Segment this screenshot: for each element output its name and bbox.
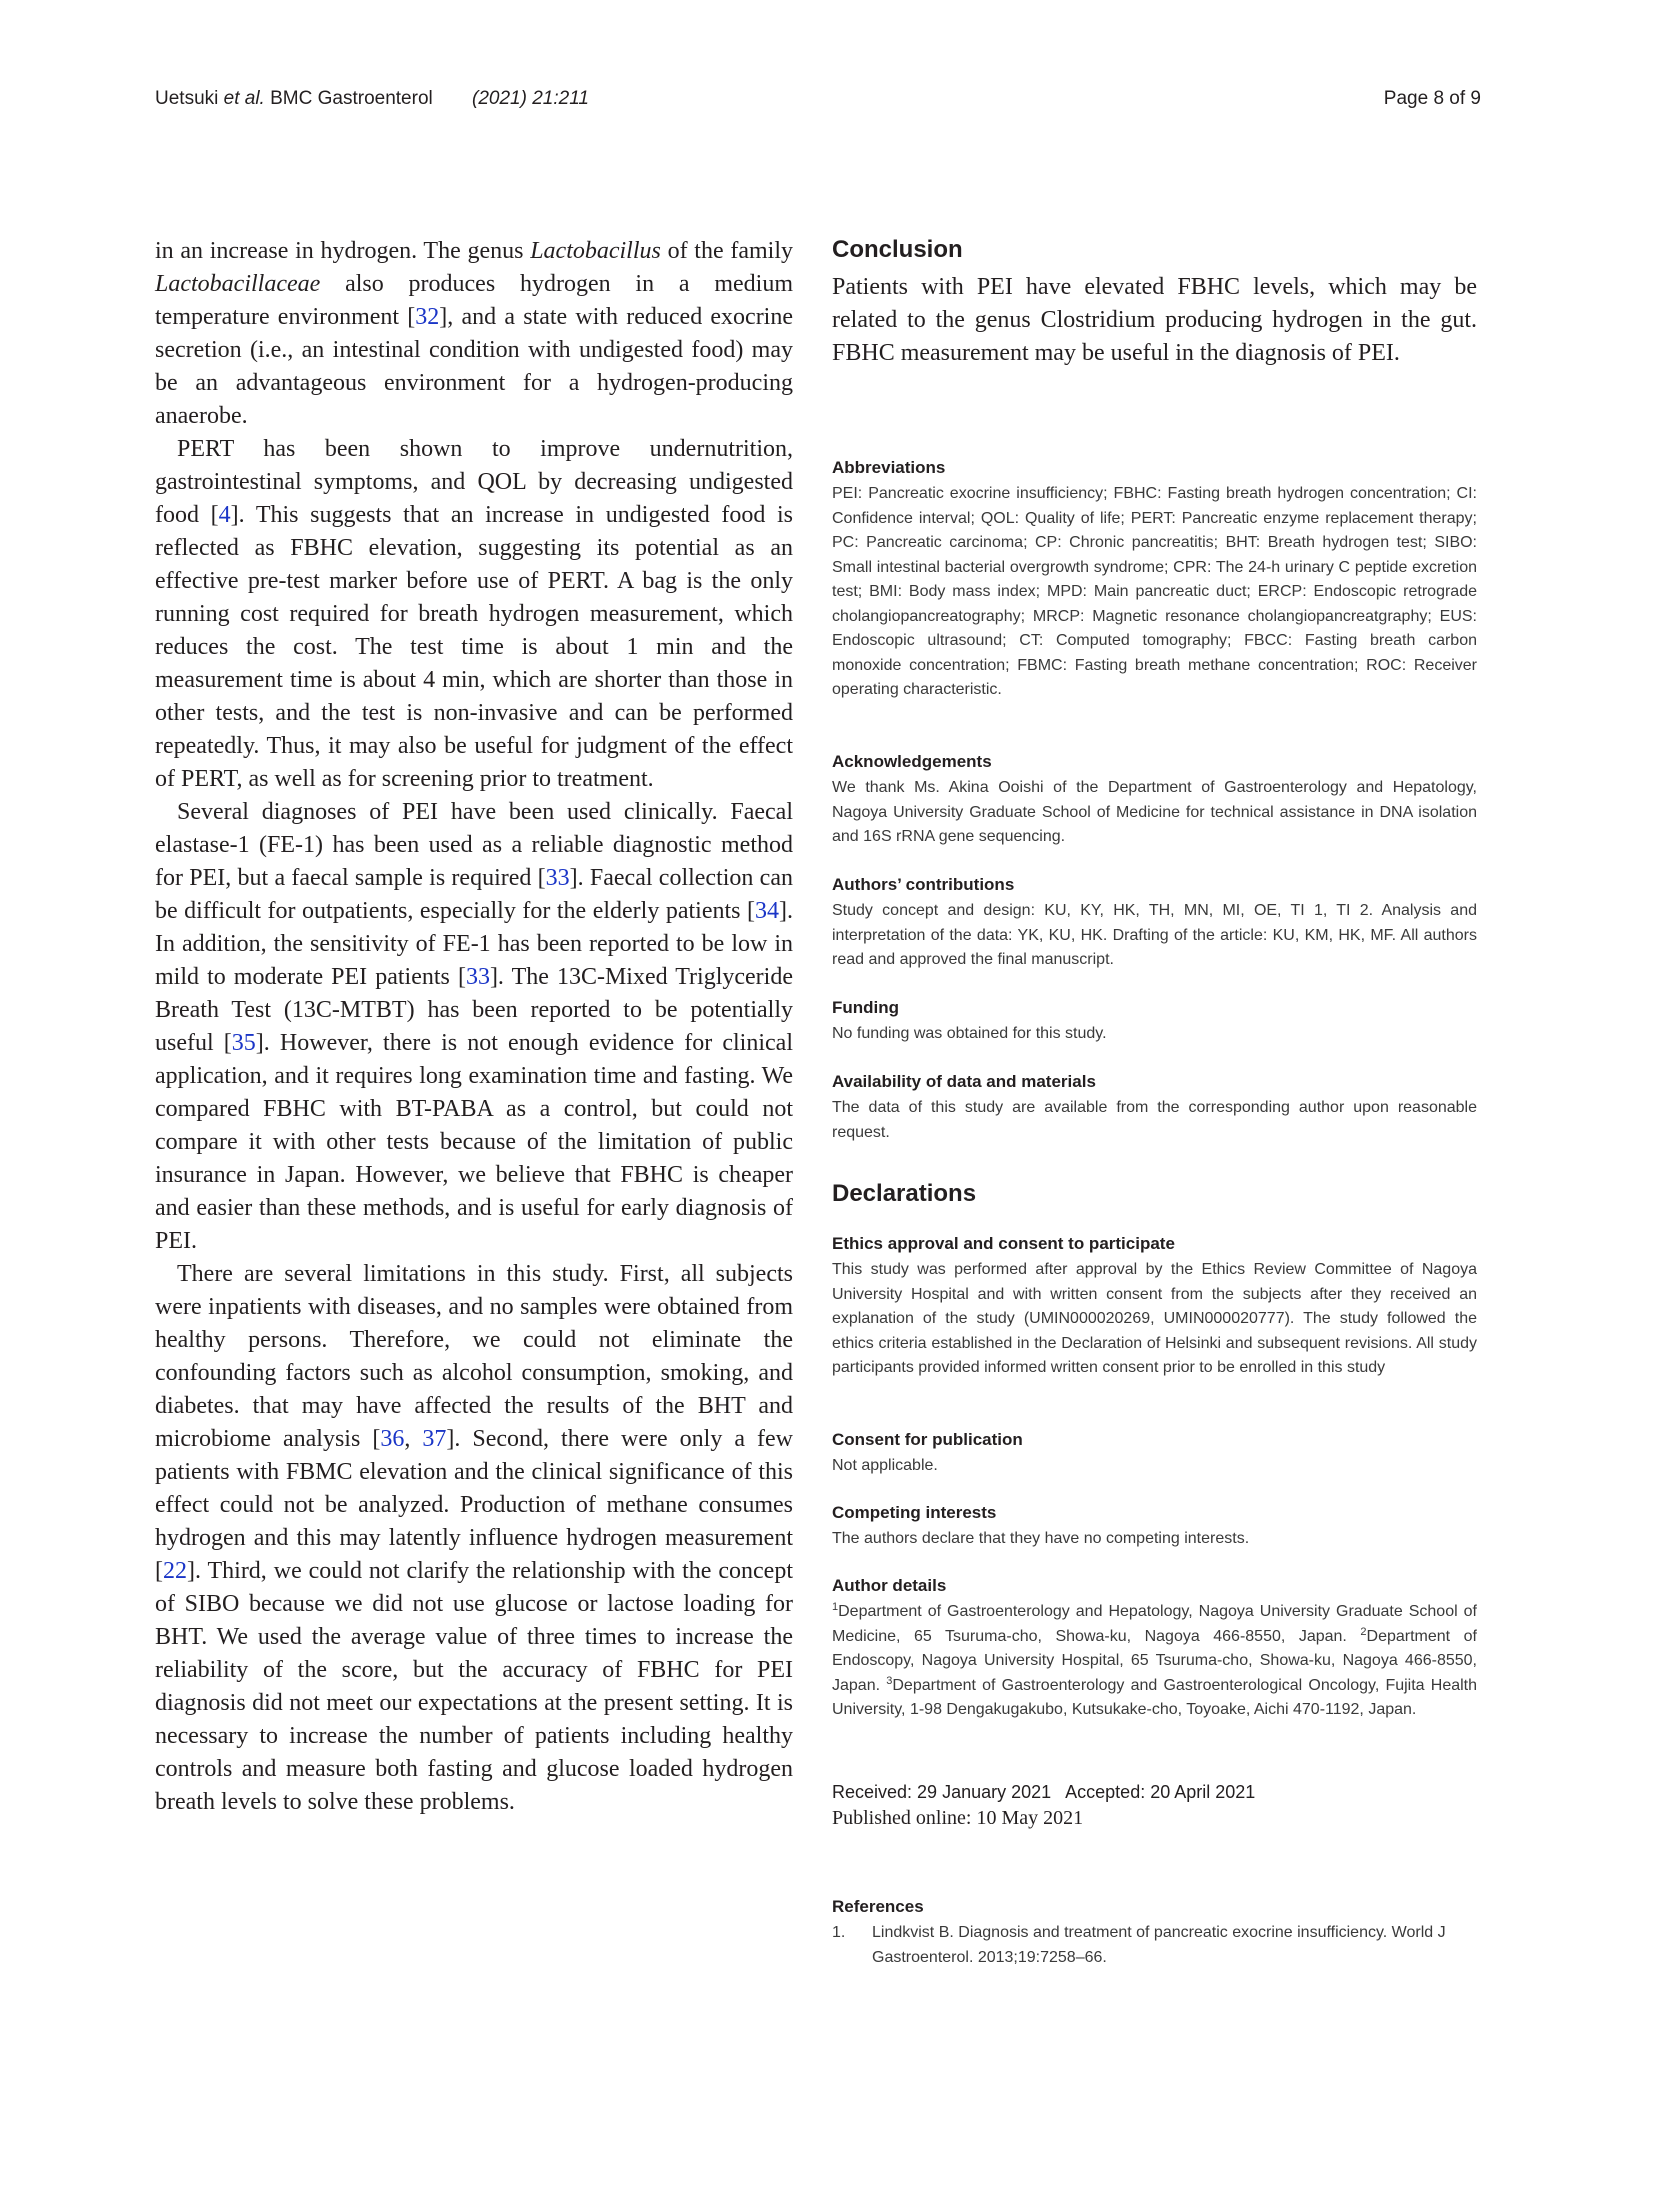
- abbreviations-heading: Abbreviations: [832, 458, 946, 477]
- contributions-heading: Authors’ contributions: [832, 875, 1015, 894]
- funding-heading: Funding: [832, 998, 900, 1017]
- availability-section: [832, 1071, 1477, 1145]
- availability-heading: Availability of data and materials: [832, 1072, 1096, 1091]
- citation-link[interactable]: 33: [465, 964, 490, 990]
- abbreviations-text: PEI: Pancreatic exocrine insufficiency; FBHC: Fasting breath hydrogen concentration; CI: Confidence interval; QOL: Quality of life; PERT: Pancreatic enzyme replacement therapy; PC: Pancreatic carcinoma; CP: Chronic pancreatitis; BHT: Breath hydrogen test; SIBO: Small intestinal bacterial overgrowth syndrome; CPR: The 24-h urinary C peptide excretion test; BMI: Body mass index; MPD: Main pancreatic duct; ERCP: Endoscopic retrograde cholangiopancreatography; MRCP: Magnetic resonance cholangiopancreatgraphy; EUS: Endoscopic ultrasound; CT: Computed tomography; FBCC: Fasting breath carbon monoxide concentration; FBMC: Fasting breath methane concentration; ROC: Receiver operating characteristic.: [832, 485, 1477, 698]
- references-heading: References: [832, 1897, 924, 1916]
- paragraph-diagnoses: Several diagnoses of PEI have been used clinically. Faecal elastase-1 (FE-1) has been used as a reliable diagnostic method for PEI, but a faecal sample is required [33]. Faecal collection can be difficult for outpatients, especially for the elderly patients [34]. In addition, the sensitivity of FE-1 has been reported to be low in mild to moderate PEI patients [33]. The 13C-Mixed Triglyceride Breath Test (13C-MTBT) has been reported to be potentially useful [35]. However, there is not enough evidence for clinical application, and it requires long examination time and fasting. We compared FBHC with BT-PABA as a control, but could not compare it with other tests because of the limitation of public insurance in Japan. However, we believe that FBHC is cheaper and easier than these methods, and is useful for early diagnosis of PEI.: [155, 799, 793, 1254]
- paragraph-pert: PERT has been shown to improve undernutrition, gastrointestinal symptoms, and QOL by decreasing undigested food [4]. This suggests that an increase in undigested food is reflected as FBHC elevation, suggesting its potential as an effective pre-test marker before use of PERT. A bag is the only running cost required for breath hydrogen measurement, which reduces the cost. The test time is about 1 min and the measurement time is about 4 min, which are shorter than those in other tests, and the test is non-invasive and can be performed repeatedly. Thus, it may also be useful for judgment of the effect of PERT, as well as for screening prior to treatment.: [155, 436, 793, 792]
- conclusion-section: [832, 235, 1477, 370]
- citation-link[interactable]: 36: [380, 1426, 405, 1452]
- reference-text: Lindkvist B. Diagnosis and treatment of pancreatic exocrine insufficiency. World J Gastroenterol. 2013;19:7258–66.: [872, 1924, 1446, 1966]
- reference-number: 1.: [832, 1924, 846, 1941]
- contributions-text: Study concept and design: KU, KY, HK, TH, MN, MI, OE, TI 1, TI 2. Analysis and interpretation of the data: YK, KU, HK. Drafting of the article: KU, KM, HK, MF. All authors read and approved the final manuscript.: [832, 902, 1477, 968]
- left-column: [155, 235, 793, 1819]
- citation-link[interactable]: 32: [415, 304, 440, 330]
- author-affiliations: $^1$Department of Gastroenterology and Hepatology, Nagoya University Graduate School of Medicine, 65 Tsuruma-cho, Showa-ku, Nagoya 466-8550, Japan. $^2$Department of Endoscopy, Nagoya University Hospital, 65 Tsuruma-cho, Showa-ku, Nagoya 466-8550, Japan. $^3$Department of Gastroenterology and Gastroenterological Oncology, Fujita Health University, 1-98 Dengakugakubo, Kutsukake-cho, Toyoake, Aichi 470-1192, Japan.: [832, 1601, 1478, 1718]
- contributions-section: [832, 874, 1477, 973]
- acknowledgements-text: We thank Ms. Akina Ooishi of the Department of Gastroenterology and Hepatology, Nagoya University Graduate School of Medicine for technical assistance in DNA isolation and 16S rRNA gene sequencing.: [832, 779, 1477, 845]
- header-authors: Uetsuki: [155, 88, 224, 109]
- citation-link[interactable]: 33: [545, 865, 570, 891]
- acknowledgements-heading: Acknowledgements: [832, 752, 992, 771]
- published-date: Published online: 10 May 2021: [832, 1807, 1084, 1829]
- conclusion-heading: Conclusion: [832, 236, 963, 263]
- reference-item[interactable]: [832, 1921, 1477, 1970]
- ethics-section: [832, 1233, 1477, 1381]
- citation-link[interactable]: 37: [422, 1426, 447, 1452]
- dates-section: [832, 1780, 1477, 1831]
- header-year-volume: (2021) 21:211: [472, 88, 589, 109]
- funding-text: No funding was obtained for this study.: [832, 1025, 1107, 1042]
- citation-link[interactable]: 35: [231, 1030, 256, 1056]
- funding-section: [832, 997, 1477, 1047]
- conclusion-text: Patients with PEI have elevated FBHC levels, which may be related to the genus Clostridium producing hydrogen in the gut. FBHC measurement may be useful in the diagnosis of PEI.: [832, 274, 1477, 366]
- paragraph-hydrogen-genus: in an increase in hydrogen. The genus Lactobacillus of the family Lactobacillaceae also produces hydrogen in a medium temperature environment [32], and a state with reduced exocrine secretion (i.e., an intestinal condition with undigested food) may be an advantageous environment for a hydrogen-producing anaerobe.: [155, 238, 794, 429]
- family-name: Lactobacillaceae: [155, 271, 321, 297]
- competing-text: The authors declare that they have no competing interests.: [832, 1530, 1250, 1547]
- abbreviations-section: [832, 457, 1477, 703]
- ethics-text: This study was performed after approval by the Ethics Review Committee of Nagoya University Hospital and with written consent from the subjects after they received an explanation of the study (UMIN000020269, UMIN000020777). The study followed the ethics criteria established in the Declaration of Helsinki and subsequent revisions. All study participants provided informed written consent prior to be enrolled in this study: [832, 1261, 1477, 1376]
- acknowledgements-section: [832, 751, 1477, 850]
- ethics-heading: Ethics approval and consent to participate: [832, 1234, 1175, 1253]
- running-header: [155, 88, 589, 110]
- received-accepted-dates: Received: 29 January 2021 Accepted: 20 April 2021: [832, 1782, 1256, 1802]
- consent-section: [832, 1429, 1477, 1479]
- paragraph-limitations: There are several limitations in this study. First, all subjects were inpatients with diseases, and no samples were obtained from healthy persons. Therefore, we could not eliminate the confounding factors such as alcohol consumption, smoking, and diabetes. that may have affected the results of the BHT and microbiome analysis [36, 37]. Second, there were only a few patients with FBMC elevation and the clinical significance of this effect could not be analyzed. Production of methane consumes hydrogen and this may latently influence hydrogen measurement [22]. Third, we could not clarify the relationship with the concept of SIBO because we did not use glucose or lactose loading for BHT. We used the average value of three times to increase the reliability of the score, but the accuracy of FBHC for PEI diagnosis did not meet our expectations at the present setting. It is necessary to increase the number of patients including healthy controls and measure both fasting and glucose loaded hydrogen breath levels to solve these problems.: [155, 1261, 794, 1815]
- author-details-section: [832, 1575, 1477, 1723]
- consent-heading: Consent for publication: [832, 1430, 1023, 1449]
- competing-section: [832, 1502, 1477, 1552]
- author-details-heading: Author details: [832, 1576, 947, 1595]
- citation-link[interactable]: 4: [218, 502, 231, 528]
- declarations-section: [832, 1179, 1477, 1215]
- references-section: [832, 1896, 1477, 1970]
- availability-text: The data of this study are available from the corresponding author upon reasonable request.: [832, 1099, 1477, 1141]
- page-number: Page 8 of 9: [1383, 88, 1481, 109]
- citation-link[interactable]: 22: [163, 1558, 187, 1584]
- citation-link[interactable]: 34: [755, 898, 779, 924]
- consent-text: Not applicable.: [832, 1457, 938, 1474]
- header-journal: BMC Gastroenterol: [270, 88, 433, 109]
- header-etal: et al.: [223, 88, 265, 109]
- declarations-heading: Declarations: [832, 1180, 977, 1207]
- competing-heading: Competing interests: [832, 1503, 997, 1522]
- genus-name: Lactobacillus: [530, 238, 661, 264]
